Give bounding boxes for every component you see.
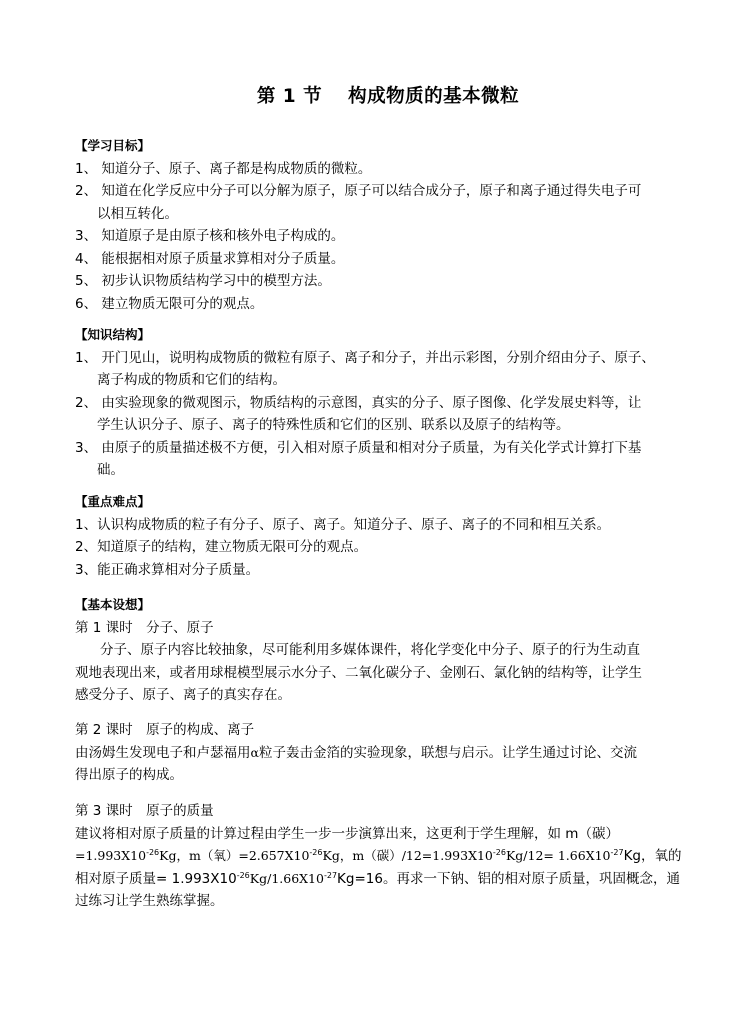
section-heading: 【重点难点】 (75, 494, 151, 509)
basic-design-section (75, 594, 675, 707)
paragraph-line: 感受分子、原子、离子的真实存在。 (75, 687, 291, 703)
paragraph-line: 观地表现出来，或者用球棍模型展示水分子、二氧化碳分子、金刚石、氯化钠的结构等，让学生 (75, 664, 642, 681)
list-item: 2、知道原子的结构，建立物质无限可分的观点。 (75, 539, 368, 555)
knowledge-structure-section (75, 324, 675, 482)
list-item: 3、 知道原子是由原子核和核外电子构成的。 (75, 228, 345, 244)
text-run: 相对原子质量= 1.993X10 (75, 870, 237, 887)
list-item: 1、认识构成物质的粒子有分子、原子、离子。知道分子、原子、离子的不同和相互关系。 (75, 516, 611, 533)
exponent: -26 (309, 848, 323, 857)
key-points-section (75, 491, 675, 581)
paragraph-line: 分子、原子内容比较抽象，尽可能利用多媒体课件，将化学变化中分子、原子的行为生动直 (100, 642, 640, 658)
section-title: 构成物质的基本微粒 (348, 86, 520, 107)
paragraph-line: 过练习让学生熟练掌握。 (75, 893, 224, 909)
list-item: 1、 开门见山，说明构成物质的微粒有原子、离子和分子，并出示彩图，分别介绍由分子、原子、 (75, 349, 655, 366)
list-item: 3、能正确求算相对分子质量。 (75, 561, 260, 578)
exponent: -26 (236, 870, 250, 880)
exponent: -26 (492, 848, 506, 857)
list-item: 2、 由实验现象的微观图示，物质结构的示意图，真实的分子、原子图像、化学发展史料等，让 (75, 394, 642, 411)
text-run: Kg，氧的 (623, 848, 682, 864)
text-run: Kg/1.66X10 (249, 870, 324, 886)
formula-line (75, 868, 680, 891)
list-item-continuation: 以相互转化。 (97, 205, 178, 222)
list-item: 2、 知道在化学反应中分子可以分解为原子，原子可以结合成分子，原子和离子通过得失电子可 (75, 183, 642, 199)
list-item-continuation: 学生认识分子、原子、离子的特殊性质和它们的区别、联系以及原子的结构等。 (97, 417, 570, 433)
list-item: 6、 建立物质无限可分的观点。 (75, 295, 264, 312)
list-item-continuation: 础。 (97, 462, 124, 478)
text-run: Kg，m（碳）/12=1.993X10 (322, 848, 493, 863)
alpha-symbol: α (250, 744, 259, 760)
lesson-title: 第 3 课时 原子的质量 (75, 803, 214, 819)
lesson-3-section (75, 800, 682, 913)
lesson-2-section (75, 719, 675, 787)
section-number: 第 1 节 (256, 86, 323, 107)
lesson-title: 第 1 课时 分子、原子 (75, 619, 214, 636)
exponent: -26 (146, 848, 160, 857)
paragraph-line: 建议将相对原子质量的计算过程由学生一步一步演算出来，这更利于学生理解，如 m（碳） (75, 825, 619, 842)
exponent: -27 (610, 848, 624, 857)
page-title (75, 82, 701, 108)
paragraph-line (75, 742, 675, 765)
list-item: 1、 知道分子、原子、离子都是构成物质的微粒。 (75, 160, 372, 177)
section-heading: 【学习目标】 (75, 138, 151, 153)
learning-objectives-section (75, 135, 675, 315)
exponent: -27 (323, 870, 338, 880)
text-run: Kg/12= 1.66X10 (505, 848, 611, 863)
section-heading: 【基本设想】 (75, 597, 151, 612)
text-run: Kg=16。再求一下钠、铝的相对原子质量，巩固概念，通 (337, 870, 680, 887)
text-run: 粒子轰击金箔的实验现象，联想与启示。让学生通过讨论、交流 (258, 744, 637, 761)
list-item: 3、 由原子的质量描述极不方便，引入相对原子质量和相对分子质量，为有关化学式计算打下基 (75, 439, 642, 456)
paragraph-line: 得出原子的构成。 (75, 767, 183, 783)
list-item: 4、 能根据相对原子质量求算相对分子质量。 (75, 250, 345, 267)
formula-line (75, 845, 682, 868)
lesson-title: 第 2 课时 原子的构成、离子 (75, 722, 255, 738)
list-item: 5、 初步认识物质结构学习中的模型方法。 (75, 273, 331, 289)
text-run: =1.993X10 (75, 848, 147, 863)
text-run: 由汤姆生发现电子和卢瑟福用 (75, 744, 251, 761)
list-item-continuation: 离子构成的物质和它们的结构。 (97, 372, 286, 388)
text-run: Kg，m（氧）=2.657X10 (159, 848, 310, 863)
section-heading: 【知识结构】 (75, 327, 151, 342)
